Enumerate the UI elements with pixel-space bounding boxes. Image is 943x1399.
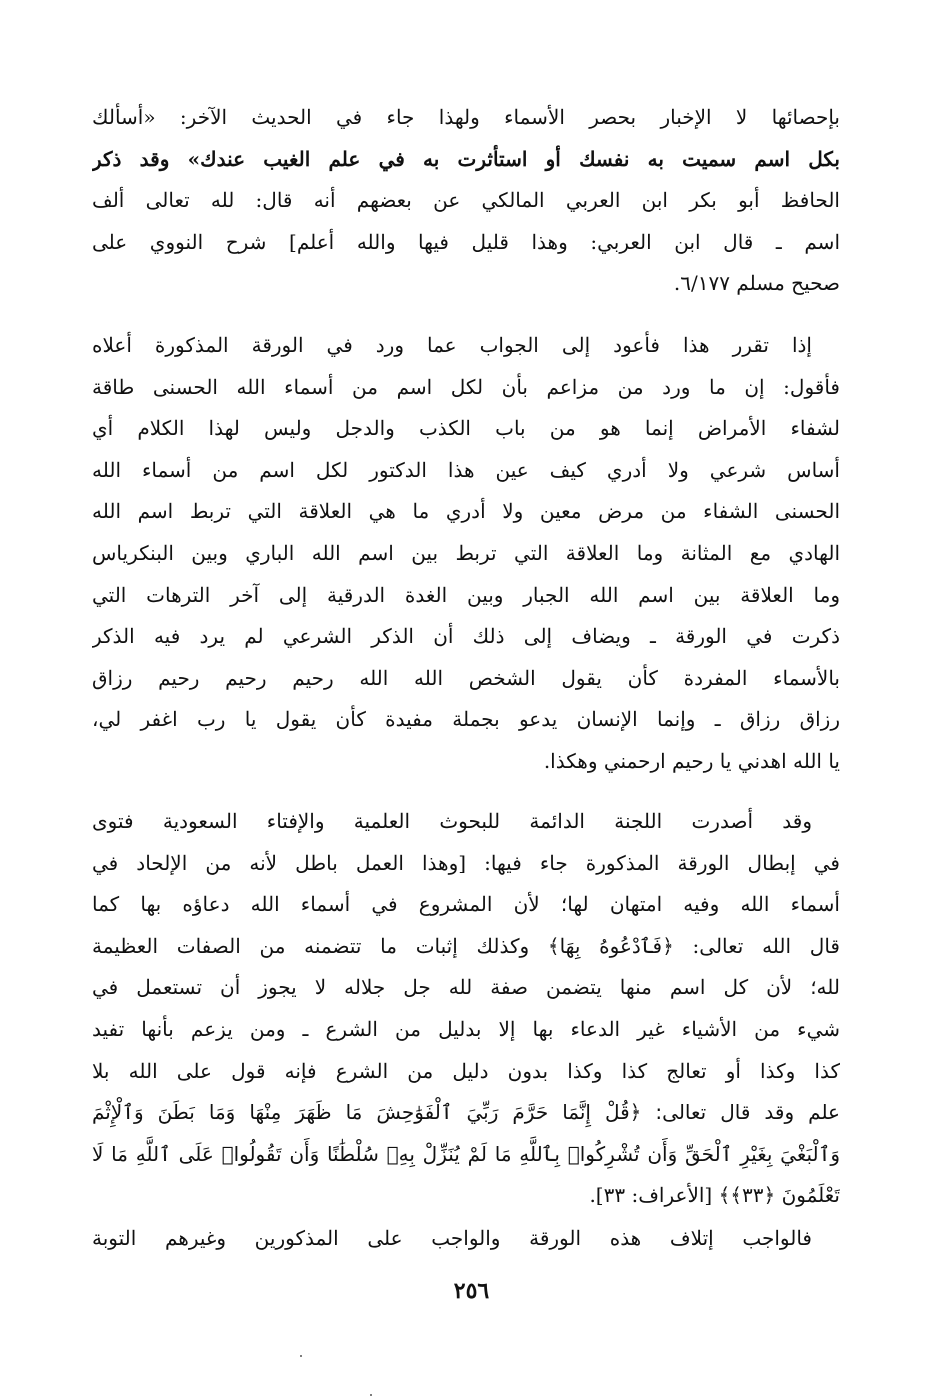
text-line: صحيح مسلم ٦/١٧٧. bbox=[673, 271, 840, 296]
text-line: إذا تقرر هذا فأعود إلى الجواب عما ورد في الورقة المذكورة أعلاه bbox=[92, 333, 812, 357]
text-line: فأقول: إن ما ورد من مزاعم بأن لكل اسم من أسماء الله الحسنى طاقة bbox=[92, 374, 840, 399]
text-line: رزاق رزاق ـ وإنما الإنسان يدعو بجملة مفيدة كأن يقول يا رب اغفر لي، bbox=[92, 707, 840, 732]
text-line: الحافظ أبو بكر ابن العربي المالكي عن بعضهم أنه قال: لله تعالى ألف bbox=[92, 188, 840, 213]
paragraph-1 bbox=[92, 97, 840, 305]
paragraph-text bbox=[92, 325, 840, 783]
text-line: اسم ـ قال ابن العربي: وهذا قليل فيها والله أعلم] شرح النووي على bbox=[92, 229, 840, 254]
text-line: بإحصائها لا الإخبار بحصر الأسماء ولهذا جاء في الحديث الآخر: «أسألك bbox=[92, 105, 840, 129]
text-line: لشفاء الأمراض إنما هو من باب الكذب والدجل وليس لهذا الكلام أي bbox=[92, 416, 840, 441]
scan-speck bbox=[370, 1394, 372, 1396]
scan-speck bbox=[300, 1355, 302, 1357]
quran-verse-line: وَٱلْبَغْيَ بِغَيْرِ ٱلْحَقِّ وَأَن تُشْرِكُوا۟ بِٱللَّهِ مَا لَمْ يُنَزِّلْ بِهِۦ سُلْطَٰنًا وَأَن تَقُولُوا۟ عَلَى ٱللَّهِ مَا لَا bbox=[92, 1141, 840, 1166]
text-line: الهادي مع المثانة وما العلاقة التي تربط بين اسم الله الباري وبين البنكرياس bbox=[92, 540, 840, 565]
text-line: قال الله تعالى: ﴿فَٱدْعُوهُ بِهَا﴾ وكذلك إثبات ما تتضمنه من الصفات العظيمة bbox=[92, 933, 840, 958]
text-line: أسماء الله وفيه امتهان لها؛ لأن المشروع في أسماء الله دعاؤه بها كما bbox=[92, 892, 840, 917]
paragraph-2 bbox=[92, 325, 840, 783]
text-line: تَعْلَمُونَ ﴿٣٣﴾﴾ [الأعراف: ٣٣]. bbox=[589, 1183, 840, 1208]
paragraph-text bbox=[92, 1218, 840, 1260]
text-line: فالواجب إتلاف هذه الورقة والواجب على المذكورين وغيرهم التوبة bbox=[92, 1226, 812, 1250]
text-line: كذا وكذا أو تعالج كذا وكذا بدون دليل من الشرع فإنه قول على الله بلا bbox=[92, 1058, 840, 1083]
paragraph-text bbox=[92, 801, 840, 1217]
text-line: لله؛ لأن كل اسم منها يتضمن صفة لله جل جلاله لا يجوز أن تستعمل في bbox=[92, 975, 840, 1000]
text-line: بالأسماء المفردة كأن يقول الشخص الله الله رحيم رحيم رحيم رزاق bbox=[92, 665, 840, 690]
text-line: وقد أصدرت اللجنة الدائمة للبحوث العلمية والإفتاء السعودية فتوى bbox=[92, 809, 812, 833]
text-line: شيء من الأشياء غير الدعاء بها إلا بدليل من الشرع ـ ومن يزعم بأنها تفيد bbox=[92, 1016, 840, 1041]
page-number: ٢٥٦ bbox=[453, 1278, 490, 1304]
paragraph-3 bbox=[92, 801, 840, 1217]
text-line: أساس شرعي ولا أدري كيف عين هذا الدكتور لكل اسم من أسماء الله bbox=[92, 457, 840, 482]
paragraph-4 bbox=[92, 1218, 840, 1260]
paragraph-text bbox=[92, 97, 840, 305]
text-line: يا الله اهدني يا رحيم ارحمني وهكذا. bbox=[543, 748, 840, 773]
quran-verse-line: علم وقد قال تعالى: ﴿قُلْ إِنَّمَا حَرَّمَ رَبِّيَ ٱلْفَوَٰحِشَ مَا ظَهَرَ مِنْهَا وَمَا بَطَنَ وَٱلْإِثْمَ bbox=[92, 1100, 840, 1125]
text-line: بكل اسم سميت به نفسك أو استأثرت به في علم الغيب عندك» وقد ذكر bbox=[92, 146, 840, 171]
text-line: في إبطال الورقة المذكورة جاء فيها: [وهذا العمل باطل لأنه من الإلحاد في bbox=[92, 850, 840, 875]
text-line: ذكرت في الورقة ـ ويضاف إلى ذلك أن الذكر الشرعي لم يرد فيه الذكر bbox=[92, 624, 840, 649]
text-line: الحسنى الشفاء من مرض معين ولا أدري ما هي العلاقة التي تربط اسم الله bbox=[92, 499, 840, 524]
text-line: وما العلاقة بين اسم الله الجبار وبين الغدة الدرقية إلى آخر الترهات التي bbox=[92, 582, 840, 607]
